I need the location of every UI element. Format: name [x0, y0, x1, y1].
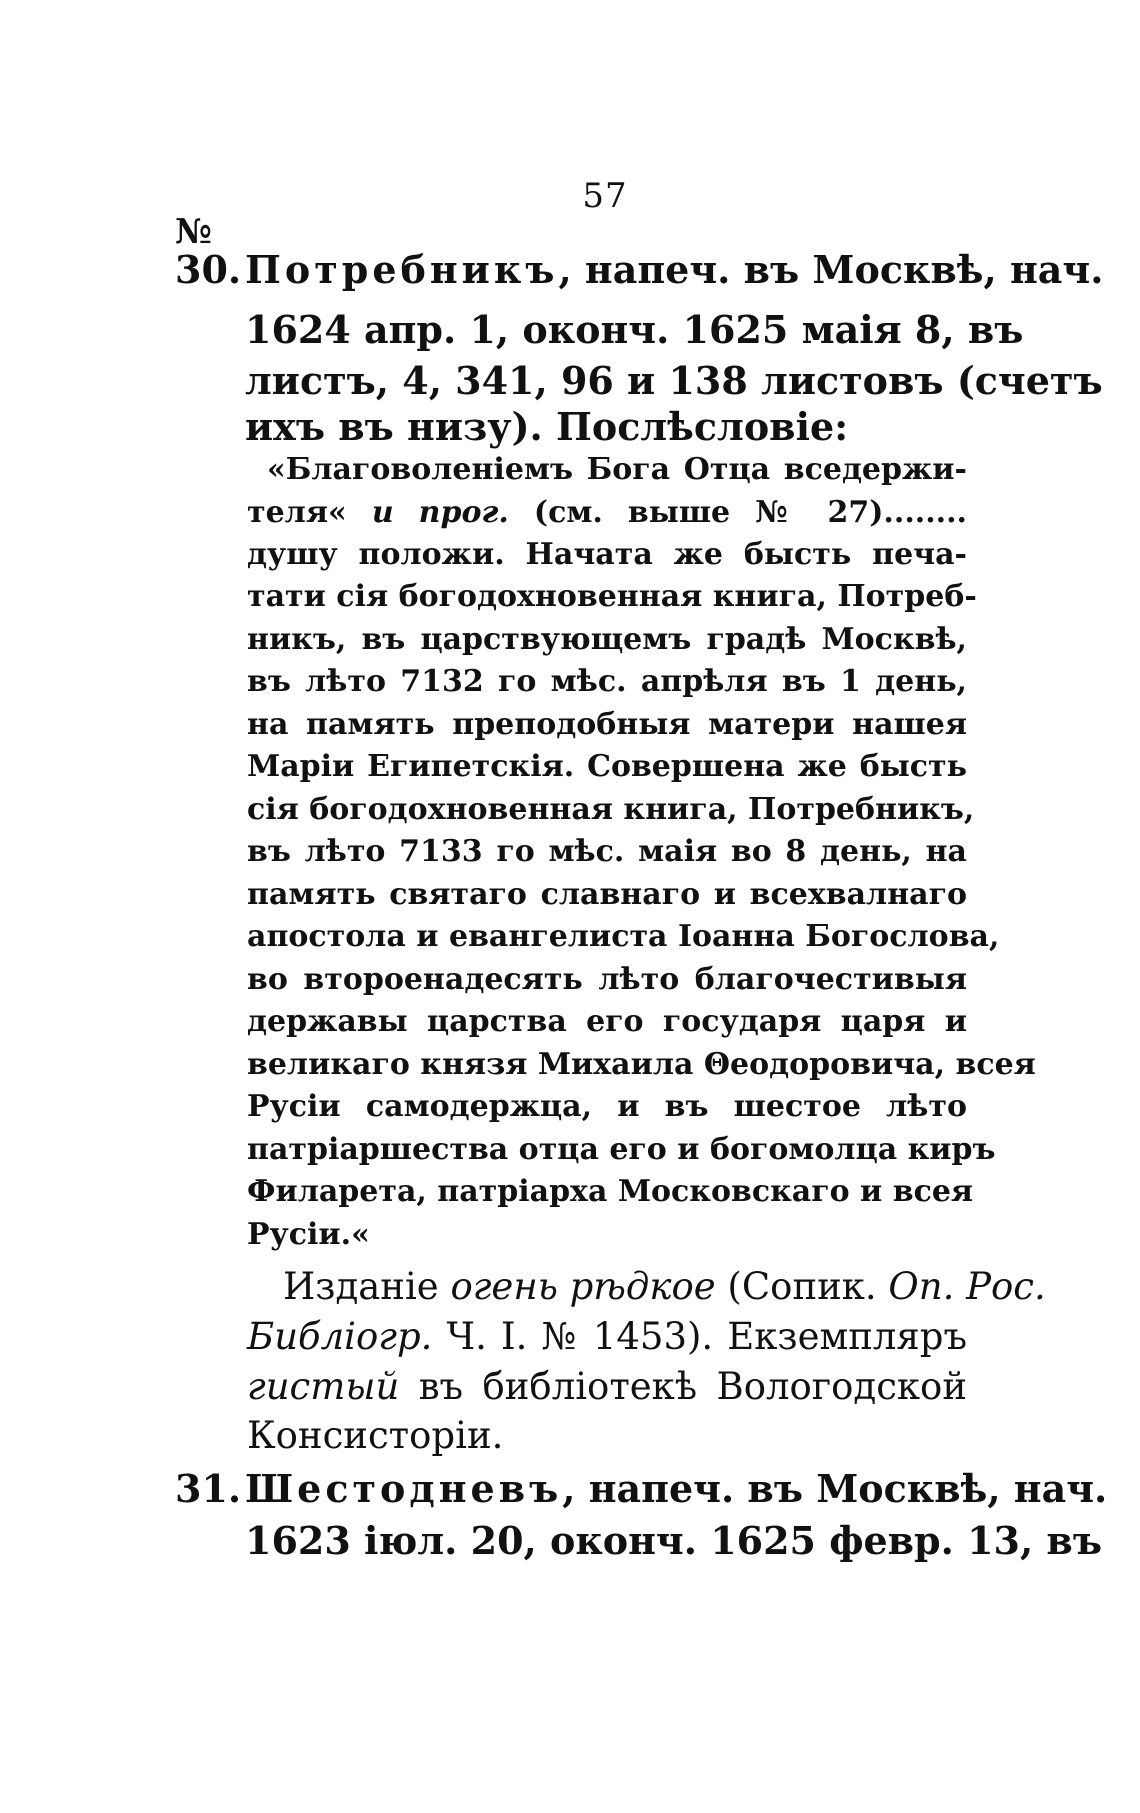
entry-line: листъ, 4, 341, 96 и 138 листовъ (счетъ — [245, 358, 1103, 403]
note-italic: гистый — [247, 1365, 400, 1408]
entry-number: 30. — [175, 247, 242, 292]
note-line — [247, 1263, 1046, 1311]
entry-line: 1624 апр. 1, оконч. 1625 маія 8, въ — [245, 307, 1024, 352]
quote-text: теля« — [247, 495, 347, 530]
entry-line — [245, 246, 1104, 294]
quote-line: на память преподобныя матери нашея — [247, 707, 967, 742]
quote-line: никъ, въ царствующемъ градѣ Москвѣ, — [247, 622, 967, 657]
quote-line: въ лѣто 7133 го мѣс. маія во 8 день, на — [247, 834, 967, 869]
quote-line: память святаго славнаго и всехвалнаго — [247, 877, 967, 912]
note-text: (Сопик. — [715, 1265, 889, 1308]
quote-line: Маріи Египетскія. Совершена же бысть — [247, 749, 967, 784]
note-italic: Библіогр. — [247, 1315, 433, 1358]
quote-line: апостола и евангелиста Іоанна Богослова, — [247, 919, 1000, 954]
entry-line: 1623 іюл. 20, оконч. 1625 февр. 13, въ — [245, 1518, 1102, 1563]
quote-line: въ лѣто 7132 го мѣс. апрѣля въ 1 день, — [247, 664, 967, 699]
entry-line: ихъ въ низу). Послѣсловіе: — [245, 404, 849, 449]
note-italic: огень рѣдкое — [450, 1265, 716, 1308]
quote-line: патріаршества отца его и богомолца киръ — [247, 1132, 996, 1167]
quote-line: Филарета, патріарха Московскаго и всея — [247, 1174, 974, 1209]
quote-line: сія богодохновенная книга, Потребникъ, — [247, 792, 975, 827]
entry-text: , напеч. въ Москвѣ, нач. — [558, 247, 1104, 292]
note-italic: Оп. Рос. — [888, 1265, 1046, 1308]
note-text: въ библіотекѣ Вологодской — [399, 1365, 967, 1408]
quote-line — [247, 493, 967, 532]
entry-number: 31. — [175, 1466, 242, 1511]
entry-line — [245, 1465, 1108, 1513]
quote-line: державы царства его государя царя и — [247, 1004, 967, 1039]
quote-line: тати сія богодохновенная книга, Потреб- — [247, 579, 977, 614]
quote-line: «Благоволеніемъ Бога Отца вседержи- — [267, 452, 967, 487]
quote-line: Русіи.« — [247, 1217, 370, 1252]
note-line — [247, 1313, 967, 1361]
note-line: Консисторіи. — [247, 1414, 504, 1457]
note-line — [247, 1363, 967, 1411]
quote-italic: и прог. — [371, 495, 509, 530]
quote-line: Русіи самодержца, и въ шестое лѣто — [247, 1089, 967, 1124]
entry-text: , напеч. въ Москвѣ, нач. — [562, 1466, 1108, 1511]
note-text: Ч. I. № 1453). Екземпляръ — [432, 1315, 967, 1358]
quote-line: душу положи. Начата же бысть печа- — [247, 537, 967, 572]
entry-title: Потребникъ — [245, 247, 559, 292]
number-sign: № — [175, 212, 212, 252]
entry-title: Шестодневъ — [245, 1466, 563, 1511]
quote-line: во второенадесять лѣто благочестивыя — [247, 962, 967, 997]
quote-line: великаго князя Михаила Θеодоровича, всея — [247, 1047, 1036, 1082]
quote-text: (см. выше № 27)........ — [533, 495, 967, 530]
note-text: Изданіе — [283, 1265, 451, 1308]
page-number: 57 — [582, 176, 628, 216]
